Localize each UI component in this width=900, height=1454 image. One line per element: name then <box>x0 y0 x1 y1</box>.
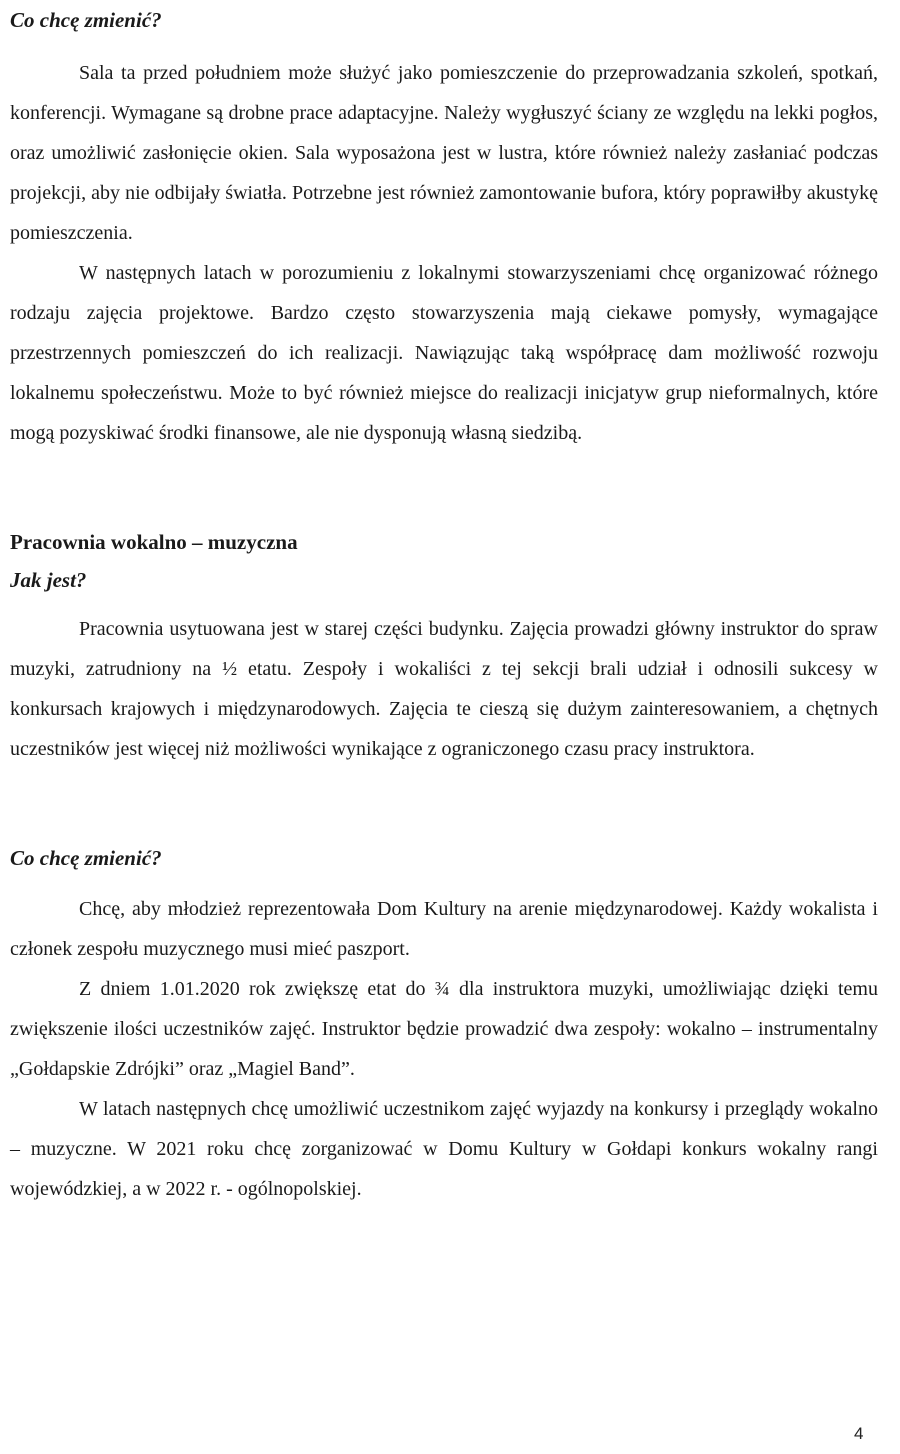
paragraph: Chcę, aby młodzież reprezentowała Dom Kultury na arenie międzynarodowej. Każdy wokalista i członek zespołu muzycznego musi mieć paszport. <box>10 898 878 960</box>
section-heading: Co chcę zmienić? <box>10 846 162 870</box>
section-title: Pracownia wokalno – muzyczna <box>10 530 298 554</box>
section-pracownia-wokalno-muzyczna <box>10 530 878 769</box>
section-co-chce-zmienic-1 <box>10 8 878 453</box>
section-co-chce-zmienic-2 <box>10 846 878 1209</box>
section-subheading: Jak jest? <box>10 568 87 592</box>
paragraph: Sala ta przed południem może służyć jako pomieszczenie do przeprowadzania szkoleń, spotkań, konferencji. Wymagane są drobne prace adaptacyjne. Należy wygłuszyć ściany ze względu na lekki pogłos, oraz umożliwić zasłonięcie okien. Sala wyposażona jest w lustra, które również należy zasłaniać podczas projekcji, aby nie odbijały światła. Potrzebne jest również zamontowanie bufora, który poprawiłby akustykę pomieszczenia. <box>10 62 878 244</box>
paragraph: W latach następnych chcę umożliwić uczestnikom zajęć wyjazdy na konkursy i przeglądy wokalno – muzyczne. W 2021 roku chcę zorganizować w Domu Kultury w Gołdapi konkurs wokalny rangi wojewódzkiej, a w 2022 r. - ogólnopolskiej. <box>10 1098 878 1200</box>
page-number: 4 <box>854 1424 864 1443</box>
paragraph: Z dniem 1.01.2020 rok zwiększę etat do ¾ dla instruktora muzyki, umożliwiając dzięki temu zwiększenie ilości uczestników zajęć. Instruktor będzie prowadzić dwa zespoły: wokalno – instrumentalny „Gołdapskie Zdrójki” oraz „Magiel Band”. <box>10 978 878 1080</box>
section-heading: Co chcę zmienić? <box>10 8 162 32</box>
paragraph: Pracownia usytuowana jest w starej części budynku. Zajęcia prowadzi główny instruktor do spraw muzyki, zatrudniony na ½ etatu. Zespoły i wokaliści z tej sekcji brali udział i odnosili sukcesy w konkursach krajowych i międzynarodowych. Zajęcia te cieszą się dużym zainteresowaniem, a chętnych uczestników jest więcej niż możliwości wynikające z ograniczonego czasu pracy instruktora. <box>10 618 878 760</box>
paragraph: W następnych latach w porozumieniu z lokalnymi stowarzyszeniami chcę organizować różnego rodzaju zajęcia projektowe. Bardzo często stowarzyszenia mają ciekawe pomysły, wymagające przestrzennych pomieszczeń do ich realizacji. Nawiązując taką współpracę dam możliwość rozwoju lokalnemu społeczeństwu. Może to być również miejsce do realizacji inicjatyw grup nieformalnych, które mogą pozyskiwać środki finansowe, ale nie dysponują własną siedzibą. <box>10 262 878 444</box>
